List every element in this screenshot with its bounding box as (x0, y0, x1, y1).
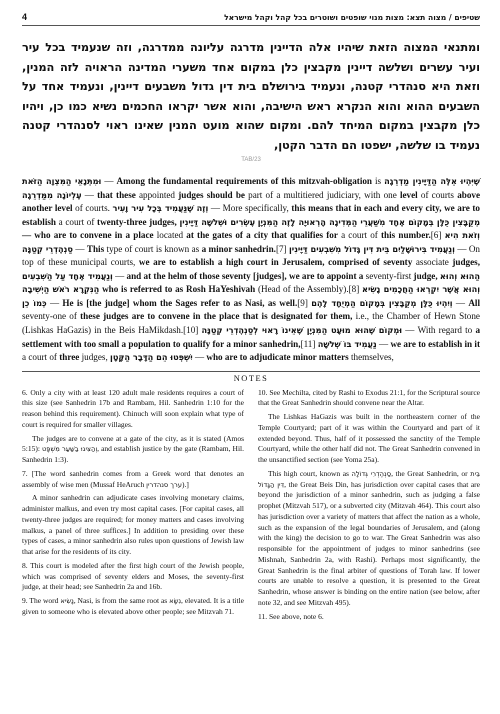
text: — (192, 352, 207, 363)
note-text: , and establish justice by the gate (Rambam, Hil. Sanhedrin 1:3). (22, 444, 244, 465)
bold-text: All (468, 297, 481, 308)
note-text: , the Great Sanhedrin, or (391, 468, 471, 478)
text: of courts (417, 189, 458, 200)
bold-text: above another level (22, 189, 480, 214)
note (22, 469, 244, 491)
hebrew-phrase: ערך סנהדרין (146, 480, 182, 489)
note (258, 612, 480, 623)
notes-column-right (258, 388, 480, 626)
note-text: 10. See Mechilta, cited by Rashi to Exodus 21:1, for the Scriptural source that the Great Sanhedrin should convene near the Altar. (258, 387, 480, 408)
note-text: A minor sanhedrin can adjudicate cases involving monetary claims, administer malkus, and even try most capital cases. [For capital cases, all twenty-three judges are required; for money matters and cases involving malkus, a panel of three suffices.] In addition to presiding over these types of cases, a minor sanhedrin also rules upon questions of Jewish law that arise for the residents of its city. (22, 493, 244, 557)
text: judges, (79, 352, 111, 363)
note-text: , Nasi, is from the same root as (73, 596, 170, 606)
bold-text: judges, (452, 257, 480, 268)
text: associate (412, 257, 453, 268)
text: — More specifically, (208, 203, 292, 214)
translation (22, 175, 480, 365)
hebrew-phrase: יִשְׁפְּטוּ הֵם הַדָּבָר הַקָּטָן (110, 352, 193, 363)
text: [7] (275, 243, 287, 254)
bold-text: this number. (381, 230, 431, 241)
hebrew-phrase: מְקֻבָּצִין כֻּלָּן בְּמָקוֹם אֶחָד מִשַּׁעֲרֵי הַמְּדִינָה הָרְאוּיָה לָזֶה הַמִּנְיָן (257, 216, 481, 227)
hebrew-phrase: נִשָּׂא (169, 597, 182, 606)
hebrew-phrase: וְזֶה שֶׁנַּעֲמִיד בְּכָל עִיר וָעִיר (112, 203, 209, 214)
note-text: , the Great Beis Din, has jurisdiction over capital cases that are beyond the jurisdiction of a minor sanhedrin, such as judging a false prophet (Mitzvah 517), or a subverted city (Mitzvah 464). This court also has jurisdiction over a variety of matters that affect the nation as a whole, such as the expansion of the legal boundaries of Jerusalem, and (along with the king) the decision to go to war. The Great Sanhedrin was also responsible for the appointment of judges to minor sanhedrins (see Mishnah, Sanhedrin 2a, with Rashi). Perhaps most significantly, the Great Sanhedrin is the final arbiter of questions of Torah law. If lower courts are unable to resolve a question, it is presented to the Great Sanhedrin, whose answer is binding on the entire nation (see below, after note 32, and see Mitzvah 495). (258, 479, 480, 607)
bold-text: and at the helm of those seventy [judges], we are to appoint a (126, 270, 364, 281)
bold-text: a minor sanhedrin. (201, 243, 276, 254)
text: appointed (135, 189, 179, 200)
bold-text: This (86, 243, 105, 254)
note (258, 388, 480, 410)
text: — (452, 297, 469, 308)
text: a court of (55, 216, 98, 227)
page-header (22, 12, 480, 26)
text: — (46, 297, 63, 308)
hebrew-phrase: הַהוּא וְהוּא הַנִּקְרָא רֹאשׁ הַיְשִׁיבָה (22, 270, 480, 295)
text: seventy-one of (22, 311, 81, 322)
text: [11] (300, 338, 318, 349)
text: — (101, 176, 117, 186)
text: a court of (22, 352, 60, 363)
text: — (81, 189, 98, 200)
text: located (153, 230, 187, 241)
note (22, 388, 244, 431)
running-head: שטיפים / מצוה תצא: מצות מנוי שופטים ושוטרים בכל קהל וקהל מישראל (224, 12, 480, 22)
page-number: 4 (22, 12, 28, 22)
bold-text: who are to adjudicate minor matters (206, 352, 349, 363)
bold-text: He is [the judge] whom the Sages refer to as Nasi, as well. (62, 297, 298, 308)
bold-text: judge, (413, 270, 438, 281)
bold-text: Among the fundamental requirements of this mitzvah-obligation (116, 176, 372, 186)
note (22, 434, 244, 466)
section-marker-label: TAB/23 (241, 157, 261, 163)
bold-text: we are to establish in it (390, 338, 481, 349)
text: i.e., the Chamber of Hewn Stone (Lishkas HaGazis) in the Beis HaMikdash.[10] (22, 311, 480, 336)
bold-text: we are to establish a high court in Jerusalem, comprised of seventy (138, 257, 413, 268)
note-text: ).] (181, 479, 189, 489)
text: — (72, 243, 87, 254)
hebrew-phrase: נָשִׂיא (60, 597, 74, 606)
notes (22, 388, 480, 626)
text: — With regard to (402, 325, 476, 336)
text: of courts. (72, 203, 110, 214)
hebrew-phrase: עֶשְׂרִים וּשְׁלֹשָׁה דַּיָּינִין (179, 216, 256, 227)
note-text: 7. [The word sanhedrin comes from a Greek word that denotes an assembly of wise men (Mussaf HeAruch (22, 468, 244, 489)
text: — (376, 338, 391, 349)
section-marker (22, 157, 480, 165)
hebrew-phrase: וּמְקוֹם שֶׁהוּא מוּעָט הַמִּנְיָן שֶׁאֵינוֹ רָאוּי לְסַנְהֶדְרֵי קְטַנָּה (201, 325, 403, 336)
text: [6] (430, 230, 445, 241)
note-text: 11. See above, note 6. (258, 611, 324, 621)
bold-text: these judges are to convene in the place that is designated for them, (80, 311, 353, 322)
bold-text: three (59, 352, 80, 363)
hebrew-phrase: וְיִהְיוּ כֻּלָּן מְקֻבָּצִין בְּמָקוֹם הַמְיֻחָד לָהֶם (311, 297, 453, 308)
hebrew-phrase: וְנַעֲמִיד אֶחָד עַל הַשִּׁבְעִים (22, 270, 113, 281)
hebrew-phrase: בֵּית דִּין הַגָּדוֹל (258, 469, 480, 489)
hebrew-text: ומתנאי המצוה הזאת שיהיו אלה הדיינין מדרגה עליונה ממדרגה, וזה שנעמיד בכל עיר ועיר עשרים ושלשה דיינין מקבצין כלן במקום אחד משערי המדינה הראויה לזה המנין, וזאת היא סנהדרי קטנה, ונעמיד בירושלם בית דין גדול משבעים דיינין, ונעמיד אחד על השבעים ההוא והוא הנקרא ראש הישיבה, והוא אשר יקראו החכמים נשיא כמו כן, ויהיו כלן מקבצין במקום המיחד להם. ומקום שהוא מועט המנין שאינו ראוי לסנהדרי קטנה נעמיד בו שלשה, ישפטו הם הדבר הקטן, (22, 40, 480, 152)
text: (Head of the Assembly).[8] (255, 284, 363, 295)
hebrew-phrase: סַנְהֶדְרִי גְּדוֹלָה (351, 469, 392, 478)
text: a court of (337, 230, 381, 241)
text: [9] (297, 297, 312, 308)
note-text: 9. The word (22, 596, 61, 606)
notes-column-left (22, 388, 244, 626)
note-text: 6. Only a city with at least 120 adult male residents requires a court of this size (see Sanhedrin 17b and Rambam, Hil. Sanhedrin 1:10 for the reason behind this requirement). Chinuch will soon explain what type of court is required for smaller villages. (22, 387, 244, 429)
note (258, 469, 480, 609)
hebrew-phrase: וּמִתְּנָאֵי הַמִּצְוָה הַזֹּאת (22, 176, 102, 186)
note-text: The Lishkas HaGazis was built in the northeastern corner of the Temple Courtyard; part of it was within the Courtyard and part of it extended beyond. Thus, half of it possessed the sanctity of the Temple Courtyard, while the other half did not. The Great Sanhedrin convened in the unsanctified section (see Yoma 25a). (258, 412, 480, 465)
bold-text: this means that in each and every city, we are to establish (22, 203, 480, 227)
bold-text: twenty-three judges, (97, 216, 177, 227)
translation-paragraph (22, 175, 480, 365)
note-text: The judges are to convene at a gate of the city, as it is stated (Amos 5:15): (22, 433, 244, 454)
hebrew-phrase: וְהַצִּיגוּ בַשַּׁעַר מִשְׁפָּט (41, 445, 98, 454)
note (22, 596, 244, 618)
text: seventy-first (363, 270, 414, 281)
note (22, 493, 244, 558)
bold-text: a settlement with too small a population to qualify for a minor sanhedrin, (22, 325, 480, 349)
hebrew-phrase: וְהוּא אֲשֶׁר יִקְרְאוּ הַחֲכָמִים נָשִׂיא כְּמוֹ כֵן (22, 284, 481, 308)
note (22, 561, 244, 593)
note (258, 412, 480, 466)
hebrew-phrase: נַעֲמִיד בּוֹ שְׁלֹשָׁה (317, 338, 377, 349)
note-text: 8. This court is modeled after the first high court of the Jewish people, which was comprised of seventy elders and Moses, the seventy-first judge, at their head; see Sanhedrin 2a and 16b. (22, 560, 244, 592)
text: — (112, 270, 127, 281)
page (22, 12, 480, 625)
hebrew-phrase: וְזֹאת הִיא סַנְהֶדְרֵי קְטַנָּה (22, 230, 480, 254)
text: themselves, (348, 352, 394, 363)
bold-text: that these (97, 189, 136, 200)
bold-text: who is referred to as Rosh HaYeshivah (102, 284, 256, 295)
bold-text: level (399, 189, 418, 200)
notes-heading: NOTES (22, 371, 480, 383)
hebrew-phrase: שֶׁיִּהְיוּ אֵלֶּה הַדַּיָּינִין מַדְרֵגָה עֶלְיוֹנָה מִמַּדְרֵגָה (22, 176, 480, 200)
note-text: , elevated. It is a title given to someone who is elevated above other people; see Mitzvah 71. (22, 596, 244, 616)
note-text: This high court, known as (268, 468, 352, 478)
text: is (372, 176, 385, 186)
bold-text: judges should be (178, 189, 245, 200)
text: type of court is known as (104, 243, 202, 254)
hebrew-phrase: וְנַעֲמִיד בִּירוּשָׁלַיִם בֵּית דִּין גָּדוֹל מִשִּׁבְעִים דַּיָּינִין (289, 243, 455, 254)
text: — On top of these municipal courts, (22, 243, 480, 268)
text: part of a multitiered judiciary, with one (244, 189, 400, 200)
bold-text: — who are to convene in a place (22, 230, 154, 241)
bold-text: at the gates of a city that qualifies for (186, 230, 338, 241)
